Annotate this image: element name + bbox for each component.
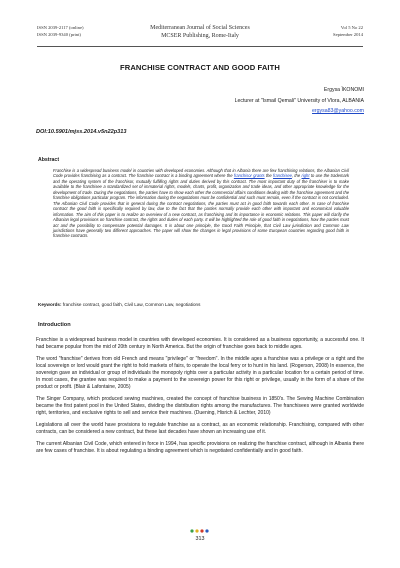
section-heading-introduction: Introduction [38, 322, 71, 328]
keywords [38, 302, 200, 307]
journal-header [37, 24, 363, 46]
author-affiliation: Lecturer at "Ismail Qemali" University of Vlora, ALBANIA [234, 97, 364, 104]
page-number: 313 [195, 536, 205, 542]
link-franchisee[interactable]: franchisee [273, 173, 292, 179]
body-paragraph: The Singer Company, which produced sewing machines, created the concept of franchise business in 1850's. The Sewing Machine Combination became the first patent pool in the United States, dividing the distribution rights among the manufactures. The franchisees were granted worldwide right, territories, and exclusive rights to sell and service their machines. (Duening, Hisrich & Lechter, 2010) [36, 396, 364, 416]
body-text [36, 337, 364, 461]
body-paragraph: The current Albanian Civil Code, which entered in force in 1994, has specific provisions on realizing the franchise contract, although in Albania there are few cases of franchise. It is about regulating a binding agreement which is negotiated confidentially and in good faith. [36, 441, 364, 455]
publisher-name: MCSER Publishing, Rome-Italy [161, 33, 239, 39]
issue-date: September 2014 [333, 31, 363, 37]
link-franchisor-grants[interactable]: franchisor grants [233, 173, 265, 179]
issn-online: ISSN 2039-2117 (online) [37, 25, 84, 30]
keywords-label: Keywords: [38, 302, 62, 307]
author-email-link[interactable]: ergysa83@yahoo.com [312, 108, 364, 114]
abstract-text: , the [291, 173, 301, 179]
body-paragraph: Franchise is a widespread business model in countries with developed economies. It is considered as a business opportunity, a successful one. It had became popular from the mid of 20th century in North America. But the origin of franchise goes back to middle ages. [36, 337, 364, 350]
publisher-ornament-icon [188, 527, 212, 535]
volume-number: Vol 5 No 22 [340, 25, 363, 30]
author-name: Ergysa ÏKONOMI [323, 87, 364, 93]
doi: DOI:10.5901/mjss.2014.v5n22p313 [36, 129, 127, 135]
abstract-text: Franchise is a widespread business model in countries with developed economies. Although that in Albania there are few franchising relations, the Albanian Civil Code provides franchising as a contract. The franchise contract is a binding agreement where the [53, 168, 349, 179]
abstract-text: to use the trademark and the operating system of the franchisor, mutually fulfilling rights and duties derived by this contract. The most important duty of the franchiser is to make available to the franchisee a standardized set of immaterial rights, models, charts, profit, organization and trade ideas, and other appropriate knowledge for the development of trade. During the negotiations, the parties have to show each other the commercial affairs conditions dealing with the franchise agreement and the franchise obligations particular program. The information during the negotiations must be confidential and such must remain, even if the contract is not concluded. The Albanian Civil Code provides that in general during the contract negotiations, the parties must act in good faith towards each other. In case of franchise contract the good faith is specifically required by law, due to the fact that the parties normally provide each other with important and economical valuable information. The aim of this paper is to realize an overview of a new contract, as franchising and its importance in economic relations. This paper will clarify the Albanian legal provisions on franchise contract, the rights and duties of each party. It will be highlighted the role of good faith in negotiations, how the parties must act and the possibility to compensate potential damages. It is about one principle, the Good Faith Principle, that Civil Law jurisdiction and Common Law jurisdictions have generally two different approaches. The paper will show the changes in legal provisions of some European countries regarding good faith in franchise contracts. [53, 173, 350, 239]
journal-name: Mediterranean Journal of Social Sciences [150, 25, 250, 31]
abstract-text: the [265, 173, 272, 179]
journal-block [37, 24, 363, 40]
body-paragraph: The word "franchise" derives from old French and means "privilege" or "freedom". In the middle ages a franchise was a privilege or a right and the local sovereign or lord would grant the right to hold markets of fairs, to operate the local ferry or to hunt in his land. (Rogerson, 2008) In essence, the sovereign gave an individual or group of individuals the monopoly rights over a particular activity in a particular location for a certain period of time. In most cases, the grantee was required to make a payment to the sovereign power for this right or privilege, usually in the form of a share of the product or profit. (Blair & Lafontaine, 2005) [36, 356, 364, 390]
header-divider [37, 46, 363, 47]
keywords-text: franchise contract, good faith, Civil Law, Common Law, negotiations [62, 302, 201, 307]
link-right[interactable]: right [301, 173, 310, 179]
abstract-body [53, 168, 349, 239]
author-block [235, 85, 364, 117]
paper-title: FRANCHISE CONTRACT AND GOOD FAITH [120, 63, 280, 72]
issn-print: ISSN 2039-9340 (print) [37, 31, 81, 37]
body-paragraph: Legislations all over the world have provisions to regulate franchise as a contract, as an economic relationship. Franchising, compared with other contracts, can be considered a new contract, but these last decades have shown an increasing use of it. [36, 422, 364, 436]
issue-block [333, 25, 363, 38]
abstract-heading: Abstract [38, 157, 60, 163]
